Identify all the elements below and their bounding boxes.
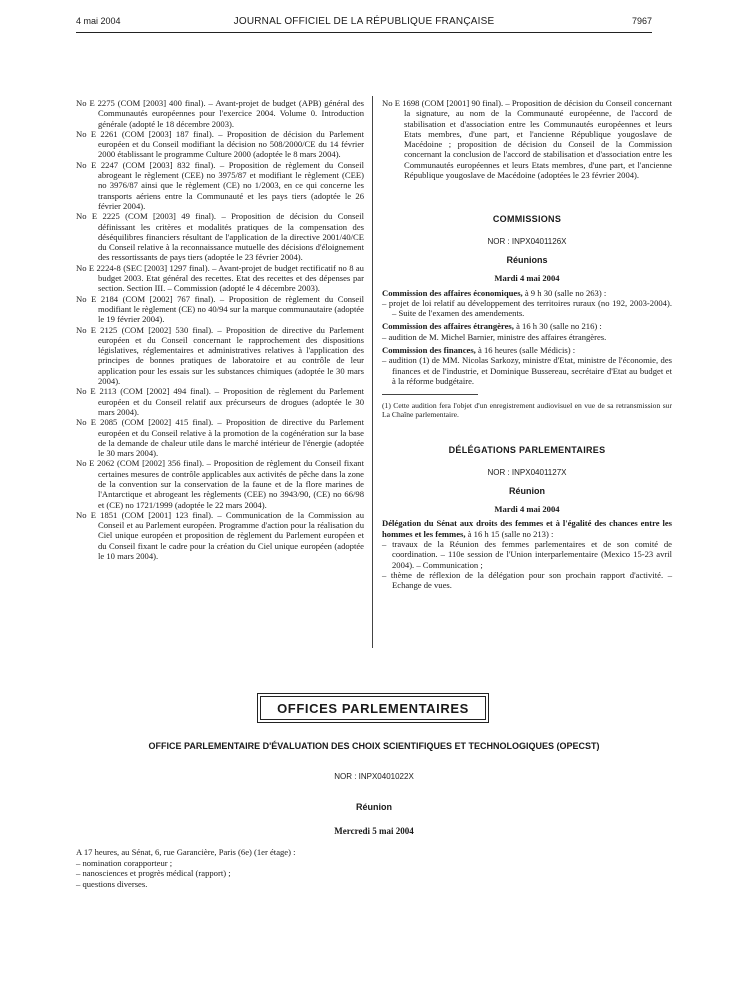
- delegation-item: Délégation du Sénat aux droits des femmes et à l'égalité des chances entre les hommes et les femmes, à 16 h 15 (salle no 213) :: [382, 518, 672, 539]
- list-item: No E 2113 (COM [2002] 494 final). – Proposition de règlement du Parlement européen et du Conseil relatif aux précurseurs de drogues (adoptée le 30 mars 2004).: [76, 386, 365, 417]
- offices-section-box: [257, 693, 489, 723]
- header-title: JOURNAL OFFICIEL DE LA RÉPUBLIQUE FRANÇAISE: [233, 16, 495, 27]
- office-agenda-item: – nomination corapporteur ;: [76, 857, 173, 868]
- header-date: 4 mai 2004: [76, 16, 121, 26]
- list-item: No E 2085 (COM [2002] 415 final). – Proposition de directive du Parlement européen et du Conseil relative à la promotion de la cogénération sur la base de la demande de chaleur utile dans le marché intérieur de l'énergie (adoptée le 30 mars 2004).: [76, 417, 364, 459]
- commissions-subtitle: Réunions: [506, 254, 548, 265]
- offices-box-title: OFFICES PARLEMENTAIRES: [277, 700, 469, 716]
- delegations-date: Mardi 4 mai 2004: [494, 504, 560, 515]
- office-agenda-item: – questions diverses.: [76, 878, 148, 889]
- commissions-date: Mardi 4 mai 2004: [494, 273, 560, 284]
- header-page-number: 7967: [631, 16, 652, 26]
- footnote: (1) Cette audition fera l'objet d'un enregistrement audiovisuel en vue de sa retransmission sur La Chaîne parlementaire.: [382, 401, 672, 420]
- delegations-subtitle: Réunion: [509, 485, 545, 496]
- page-header: [76, 16, 652, 32]
- commission-agenda: – audition de M. Michel Barnier, ministre des affaires étrangères.: [382, 331, 607, 342]
- office-date: Mercredi 5 mai 2004: [334, 826, 414, 836]
- list-item: No E 2125 (COM [2002] 530 final). – Proposition de directive du Parlement européen et du Conseil concernant le rapprochement des dispositions législatives, réglementaires et administratives relatives à l'application des principes de bonnes pratiques de laboratoire et au contrôle de leur application pour les essais sur les substances chimiques (adoptée le 30 mars 2004).: [76, 324, 364, 387]
- office-agenda-item: – nanosciences et progrès médical (rapport) ;: [76, 868, 231, 879]
- right-column: [382, 98, 672, 591]
- commission-agenda: – projet de loi relatif au développement des territoires ruraux (no 192, 2003-2004). – Suite de l'examen des amendements.: [382, 297, 672, 319]
- delegation-agenda: – travaux de la Réunion des femmes parlementaires et de son comité de coordination. – 110e session de l'Union interparlementaire (Mexico 15-23 avril 2004). – Communication ;: [382, 539, 672, 570]
- delegations-heading: DÉLÉGATIONS PARLEMENTAIRES: [448, 445, 606, 456]
- header-rule: [76, 32, 652, 33]
- list-item: No E 2247 (COM [2003] 832 final). – Proposition de règlement du Conseil abrogeant le règlement (CEE) no 3975/87 et modifiant le règlement (CEE) no 3976/87 ainsi que le règlement (CE) no 1/2003, en ce qui concerne les transports aériens entre la Communauté et les pays tiers (adoptée le 26 février 2004).: [76, 159, 364, 211]
- delegation-agenda: – thème de réflexion de la délégation pour son prochain rapport d'activité. – Echange de vues.: [382, 569, 672, 591]
- left-column: [76, 98, 364, 561]
- footnote-rule: [382, 394, 478, 395]
- list-item: No E 2184 (COM [2002] 767 final). – Proposition de règlement du Conseil modifiant le règlement (CE) no 40/94 sur la marque communautaire (adoptée le 19 février 2004).: [76, 293, 364, 325]
- delegations-nor: NOR : INPX0401127X: [487, 467, 567, 477]
- commissions-nor: NOR : INPX0401126X: [487, 236, 567, 246]
- office-agenda: [76, 847, 672, 889]
- commission-item: Commission des affaires étrangères, à 16 h 30 (salle no 216) :: [382, 321, 602, 332]
- commission-agenda: – audition (1) de MM. Nicolas Sarkozy, ministre d'Etat, ministre de l'économie, des finances et de l'industrie, et Dominique Bussereau, secrétaire d'Etat au budget et à la réforme budgétaire.: [382, 355, 672, 386]
- list-item: No E 1851 (COM [2001] 123 final). – Communication de la Commission au Conseil et au Parlement européen. Programme d'action pour la réalisation du Ciel unique européen et proposition de règlement du Parlement européen et du Conseil fixant le cadre pour la création du Ciel unique européen (adoptée le 10 mars 2004).: [76, 509, 364, 562]
- office-intro: A 17 heures, au Sénat, 6, rue Garancière, Paris (6e) (1er étage) :: [76, 847, 296, 857]
- list-item: No E 2261 (COM [2003] 187 final). – Proposition de décision du Parlement européen et du Conseil modifiant la décision no 508/2000/CE du 14 février 2000 établissant le programme Culture 2000 (adoptée le 8 mars 2004).: [76, 128, 364, 160]
- column-divider: [372, 96, 373, 648]
- list-item: No E 2062 (COM [2002] 356 final). – Proposition de règlement du Conseil fixant certaines mesures de contrôle applicables aux activités de pêche dans la zone de la convention sur la conservation de la faune et de la flore marines de l'Antarctique et abrogeant les règlements (CEE) no 3943/90, (CE) no 66/98 et (CE) no 1721/1999 (adoptée le 22 mars 2004).: [76, 458, 364, 510]
- commission-item: Commission des finances, à 16 heures (salle Médicis) :: [382, 345, 576, 356]
- office-nor: NOR : INPX0401022X: [334, 772, 414, 781]
- commission-item: Commission des affaires économiques, à 9 h 30 (salle no 263) :: [382, 287, 607, 298]
- list-item: No E 2225 (COM [2003] 49 final). – Proposition de décision du Conseil définissant les critères et modalités pratiques de la compensation des déséquilibres financiers résultant de l'application de la directive 2001/40/CE du Conseil relative à la reconnaissance mutuelle des décisions d'éloignement des ressortissants de pays tiers (adoptée le 23 février 2004).: [76, 211, 364, 263]
- list-item: No E 1698 (COM [2001] 90 final). – Proposition de décision du Conseil concernant la signature, au nom de la Communauté européenne, de l'accord de stabilisation et d'association entre les Communautés européennes et leurs Etats membres, d'une part, et l'ancienne République yougoslave de Macédoine ; proposition de décision du Conseil de la Commission concernant la conclusion de l'accord de stabilisation et d'association entre les Communautés européennes et leurs Etats membres, d'une part, et l'ancienne République yougoslave de Macédoine (adoptées le 23 février 2004).: [382, 98, 672, 181]
- commissions-heading: COMMISSIONS: [492, 214, 562, 225]
- list-item: No E 2275 (COM [2003] 400 final). – Avant-projet de budget (APB) général des Communautés européennes pour l'exercice 2004. Volume 0. Introduction générale (adopté le 18 décembre 2003).: [76, 98, 364, 129]
- office-title: OFFICE PARLEMENTAIRE D'ÉVALUATION DES CHOIX SCIENTIFIQUES ET TECHNOLOGIQUES (OPECST): [148, 741, 600, 751]
- list-item: No E 2224-8 (SEC [2003] 1297 final). – Avant-projet de budget rectificatif no 8 au budget 2003. Etat général des recettes. Etat des recettes et des dépenses par section. Section III. – Commission (adopté le 4 décembre 2003).: [76, 262, 364, 294]
- office-subtitle: Réunion: [356, 802, 392, 812]
